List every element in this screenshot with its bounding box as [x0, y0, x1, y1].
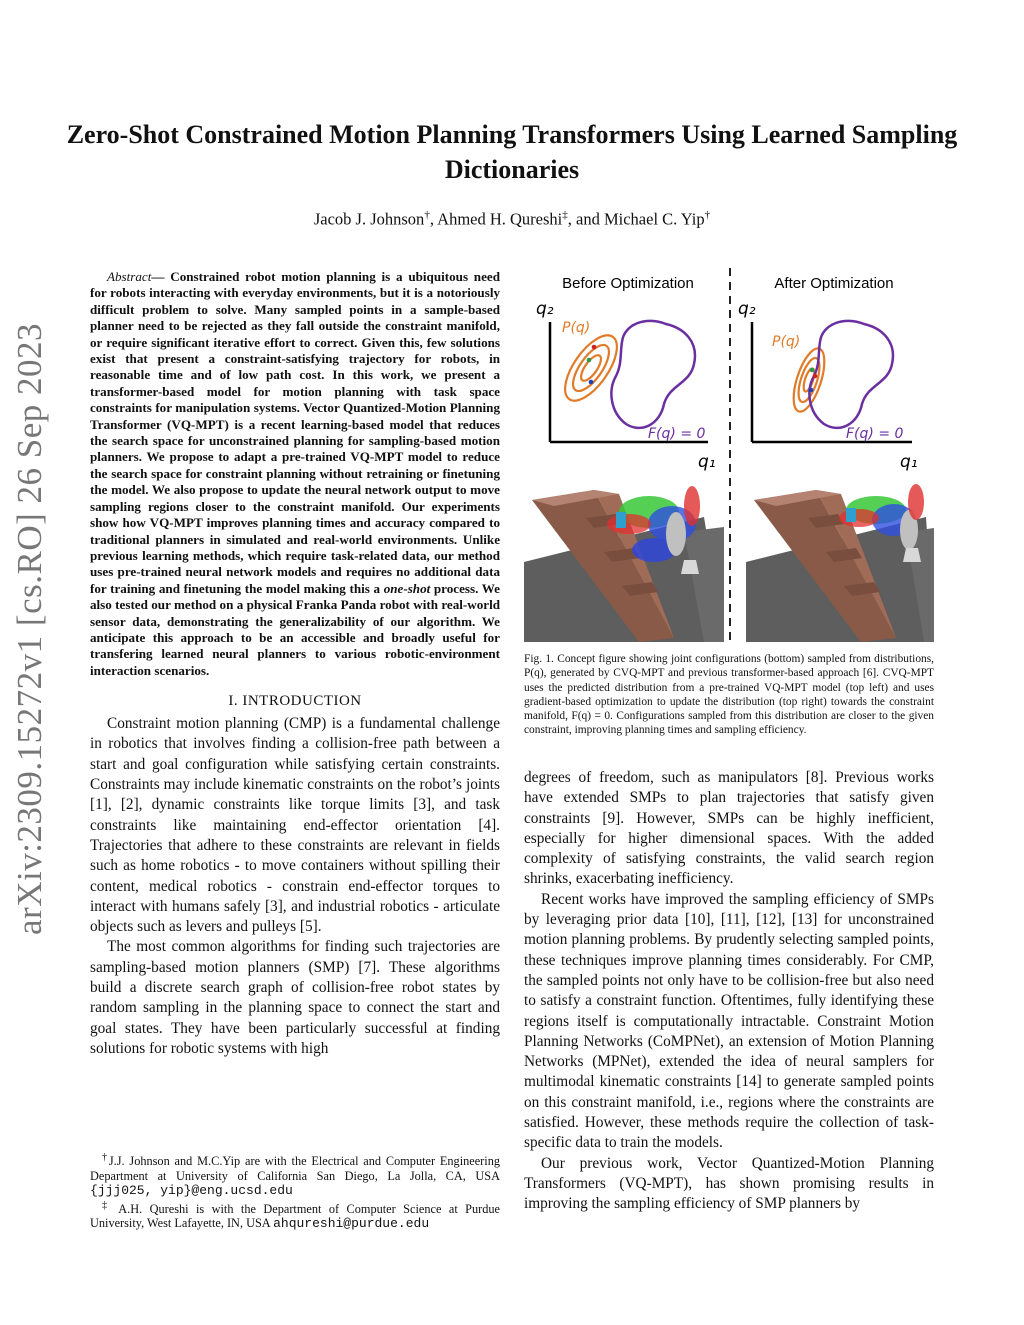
after-sample-blue [809, 388, 814, 393]
abstract-label: Abstract [107, 269, 152, 284]
before-constraint-label: F(q) = 0 [648, 426, 706, 442]
figure-1-graphic [524, 262, 934, 644]
footnote-2-mark: ‡ [102, 1199, 112, 1211]
footnote-2 [90, 1199, 500, 1232]
after-contours [787, 345, 830, 415]
after-x-label: q₁ [900, 452, 918, 472]
before-dist-label: P(q) [562, 320, 591, 336]
footnote-1-email[interactable]: {jjj025, yip}@eng.ucsd.edu [90, 1183, 293, 1199]
footnote-2-email[interactable]: ahqureshi@purdue.edu [273, 1216, 430, 1232]
right-column [524, 768, 934, 1215]
after-y-label: q₂ [738, 299, 756, 319]
section-heading-introduction: I. INTRODUCTION [228, 693, 362, 710]
before-robot-scene [524, 486, 724, 642]
before-plot [536, 299, 716, 472]
author-2: Ahmed H. Qureshi [437, 209, 563, 229]
footnote-1-mark: † [102, 1152, 109, 1163]
left-column [90, 269, 500, 1059]
after-sample-red [813, 374, 818, 379]
after-sample-green [810, 368, 815, 373]
intro-paragraph-1: Constraint motion planning (CMP) is a fundamental challenge in robotics that involves finding a collision-free path between a start and goal configuration while satisfying certain constraints. Constraints may include kinematic constraints on the robot’s joints [1], [2], dynamic constraints like torque limits [3], and task constraints like maintaining end-effector orientation [4]. Trajectories that adhere to these constraints are relevant in fields such as home robotics - to move containers without spilling their content, medical robotics - constrain end-effector torques to interact with humans safely [3], and industrial robotics - articulate objects such as levers and pulleys [5]. [90, 715, 500, 936]
after-plot [738, 299, 918, 472]
after-robot-scene [746, 484, 934, 642]
footnote-1 [90, 1151, 500, 1199]
abstract-emphasis: one-shot [383, 580, 431, 596]
paper-title: Zero-Shot Constrained Motion Planning Transformers Using Learned Sampling Dictionaries [66, 120, 958, 184]
after-title: After Optimization [774, 275, 894, 292]
author-3: Michael C. Yip [603, 209, 705, 229]
before-constraint-manifold [611, 321, 695, 428]
before-sample-green [587, 358, 592, 363]
right-paragraph-3: Our previous work, Vector Quantized-Motion Planning Transformers (VQ-MPT), has shown promising results in improving the sampling efficiency of SMP planners by [524, 1154, 934, 1213]
arxiv-id: arXiv:2309.15272v1 [cs.RO] 26 Sep 2023 [10, 322, 49, 935]
footnotes [90, 1151, 500, 1232]
author-1: Jacob J. Johnson [313, 209, 425, 229]
author-2-mark: ‡ [562, 209, 568, 221]
before-sample-red [592, 345, 597, 350]
right-paragraph-1: degrees of freedom, such as manipulators [8]. Previous works have extended SMPs to plan trajectories that satisfy given constraints [9]. However, SMPs can be highly inefficient, especially for higher dimensional spaces. With the added complexity of satisfying constraints, the valid search region shrinks, exacerbating inefficiency. [524, 769, 934, 888]
after-constraint-label: F(q) = 0 [846, 426, 904, 442]
author-1-mark: † [424, 209, 430, 221]
figure-1 [524, 262, 934, 644]
abstract-text-1: Constrained robot motion planning is a ubiquitous need for robots interacting with everyday environments, but it is a notoriously difficult problem to solve. Many sampled points in a sample-based planner need to be rejected as they fall outside the constraint manifold, or require significant iterative effort to correct. Given this, few solutions exist that present a constraint-satisfying trajectory for robots, in reasonable time and of low path cost. In this work, we present a transformer-based model for motion planning with task space constraints for manipulation systems. Vector Quantized-Motion Planning Transformer (VQ-MPT) is a recent learning-based model that reduces the search space for unconstrained planning for sampling-based motion planners. We propose to adapt a pre-trained VQ-MPT model to reduce the search space for constraint planning without retraining or finetuning the model. We also propose to update the neural network output to move sampling regions closer to the constraint manifold. Our experiments show how VQ-MPT improves planning times and accuracy compared to traditional planners in simulated and real-world environments. Unlike previous learning methods, which require task-related data, our method uses pre-trained neural network models and requires no additional data for training and finetuning the model making this a [90, 269, 500, 596]
author-separator: , [429, 209, 438, 229]
footnote-1-text: J.J. Johnson and M.C.Yip are with the Electrical and Computer Engineering Department at University of California San Diego, La Jolla, CA, USA [90, 1154, 500, 1183]
before-x-label: q₁ [698, 452, 716, 472]
figure-1-caption: Fig. 1. Concept figure showing joint configurations (bottom) sampled from distributions, P(q), generated by CVQ-MPT and previous transformer-based approach [6]. CVQ-MPT uses the predicted distribution from a pre-trained VQ-MPT model (top left) and uses gradient-based optimization to update the distribution (top right) towards the constraint manifold, F(q) = 0. Configurations sampled from this distribution are closer to the given constraint, improving planning times and sampling efficiency. [524, 653, 934, 737]
right-paragraph-2: Recent works have improved the sampling efficiency of SMPs by leveraging prior data [10], [11], [12], [13] for unconstrained motion planning problems. By prudently selecting sampled points, these techniques improve planning times considerably. For CMP, the sampled points not only have to be collision-free but also need to satisfy a constraint function. Oftentimes, fully identifying these regions itself is computationally intractable. Constraint Motion Planning Networks (CoMPNet), an extension of Motion Planning Networks (MPNet), extended the idea of neural samplers for multimodal kinematic constraints [14] to generate sampled points on this constraint manifold, i.e., regions where the constraints are satisfied. However, these methods require the collection of task-specific data to train the models. [524, 890, 934, 1152]
abstract-text-2: process. We also tested our method on a physical Franka Panda robot with real-world sensor data, demonstrating the generalizability of our algorithm. We anticipate this approach to be an accessible and broadly useful for transfering learned neural planners to various robotic-environment interaction scenarios. [90, 580, 500, 678]
author-3-mark: † [704, 209, 711, 221]
before-sample-blue [589, 380, 594, 385]
before-title: Before Optimization [562, 275, 694, 292]
intro-paragraph-2: The most common algorithms for finding such trajectories are sampling-based motion planners (SMP) [7]. These algorithms build a discrete search graph of collision-free robot states by random sampling in the planning space to connect the start and goal states. They have been particularly successful at finding solutions for robotic systems with high [90, 938, 500, 1057]
abstract-dash: — [151, 269, 171, 284]
before-contours [555, 327, 626, 409]
footnote-2-text: A.H. Qureshi is with the Department of Computer Science at Purdue University, West Lafayette, IN, USA [90, 1201, 501, 1231]
author-separator: , and [567, 209, 604, 229]
after-dist-label: P(q) [772, 334, 801, 350]
author-list [60, 209, 964, 230]
abstract [90, 269, 500, 679]
before-y-label: q₂ [536, 299, 554, 319]
